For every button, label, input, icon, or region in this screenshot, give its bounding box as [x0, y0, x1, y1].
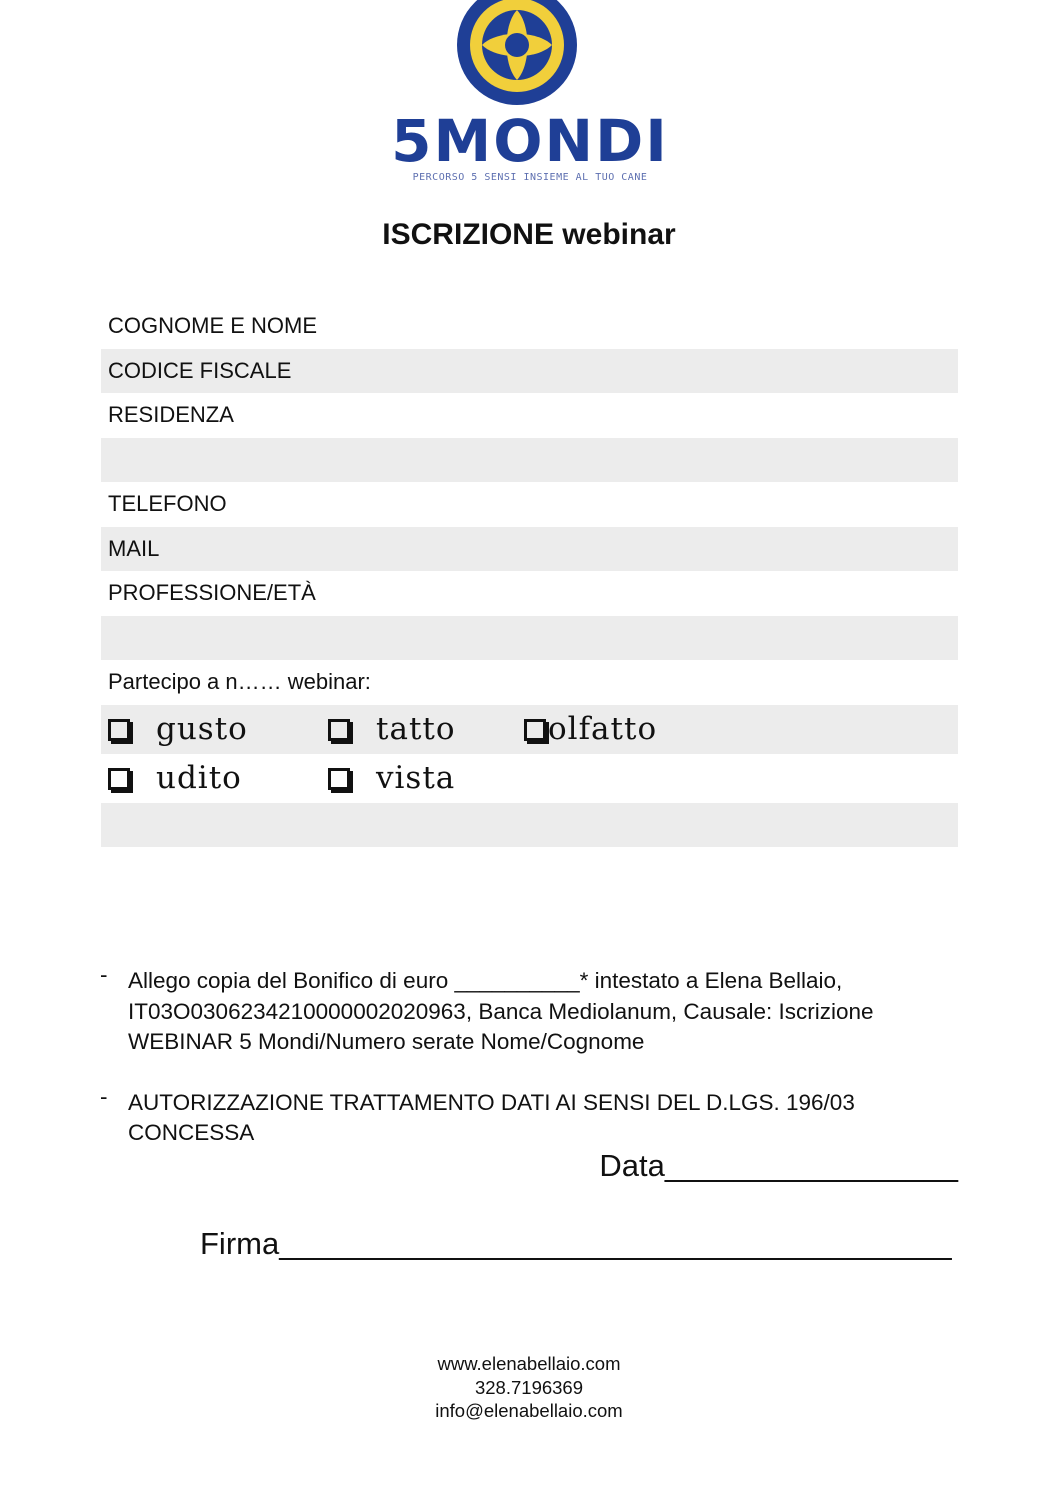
- email-link[interactable]: info@elenabellaio.com: [435, 1400, 623, 1421]
- date-field[interactable]: Data_________________: [599, 1148, 958, 1183]
- brand-logo: [360, 0, 700, 192]
- checkbox-row-2: [101, 754, 958, 803]
- option-tatto[interactable]: [328, 705, 524, 754]
- option-olfatto[interactable]: [524, 705, 657, 754]
- field-phone[interactable]: TELEFONO: [108, 491, 227, 516]
- option-label: tatto: [376, 710, 456, 747]
- option-label: olfatto: [548, 710, 658, 747]
- privacy-text: AUTORIZZAZIONE TRATTAMENTO DATI AI SENSI DEL D.LGS. 196/03 CONCESSA: [128, 1089, 855, 1145]
- phone-number: 328.7196369: [474, 1376, 584, 1398]
- privacy-note: [100, 1083, 970, 1149]
- field-residence[interactable]: RESIDENZA: [108, 402, 234, 427]
- checkbox-icon[interactable]: [328, 719, 350, 741]
- participation-label: Partecipo a n…… webinar:: [108, 669, 371, 694]
- page-title: ISCRIZIONE webinar: [382, 218, 676, 251]
- logo-wordmark: 5MONDI: [391, 107, 669, 175]
- field-profession-age[interactable]: PROFESSIONE/ETÀ: [108, 580, 316, 605]
- website-link[interactable]: www.elenabellaio.com: [437, 1353, 621, 1374]
- checkbox-icon[interactable]: [524, 719, 546, 741]
- registration-form: [101, 304, 958, 847]
- contact-footer: [0, 1352, 1058, 1423]
- checkbox-icon[interactable]: [108, 768, 130, 790]
- option-vista[interactable]: [328, 754, 524, 803]
- option-label: udito: [156, 759, 242, 796]
- payment-note: [100, 962, 970, 1058]
- checkbox-row-1: [101, 705, 958, 754]
- logo-tagline: PERCORSO 5 SENSI INSIEME AL TUO CANE: [412, 172, 648, 183]
- notes-list: [100, 962, 970, 1179]
- bullet-dash: -: [100, 962, 108, 987]
- option-udito[interactable]: [108, 754, 328, 803]
- option-gusto[interactable]: [108, 705, 328, 754]
- field-tax-code[interactable]: CODICE FISCALE: [101, 349, 958, 394]
- payment-text: Allego copia del Bonifico di euro __________* intestato a Elena Bellaio, IT03O0306234210000002020963, Banca Mediolanum, Causale: Iscrizione WEBINAR 5 Mondi/Numero serate Nome/Cognome: [128, 968, 874, 1054]
- blank-shaded-row: [101, 803, 958, 848]
- option-label: gusto: [156, 710, 248, 747]
- signature-field[interactable]: Firma_______________________________________: [200, 1226, 952, 1261]
- field-profession-continued[interactable]: [101, 616, 958, 661]
- checkbox-icon[interactable]: [108, 719, 130, 741]
- checkbox-icon[interactable]: [328, 768, 350, 790]
- field-surname-name[interactable]: COGNOME E NOME: [108, 313, 318, 338]
- globe-logo-icon: [455, 0, 605, 110]
- option-label: vista: [376, 759, 456, 796]
- field-mail[interactable]: MAIL: [101, 527, 958, 572]
- bullet-dash: -: [100, 1083, 108, 1109]
- field-residence-continued[interactable]: [101, 438, 958, 483]
